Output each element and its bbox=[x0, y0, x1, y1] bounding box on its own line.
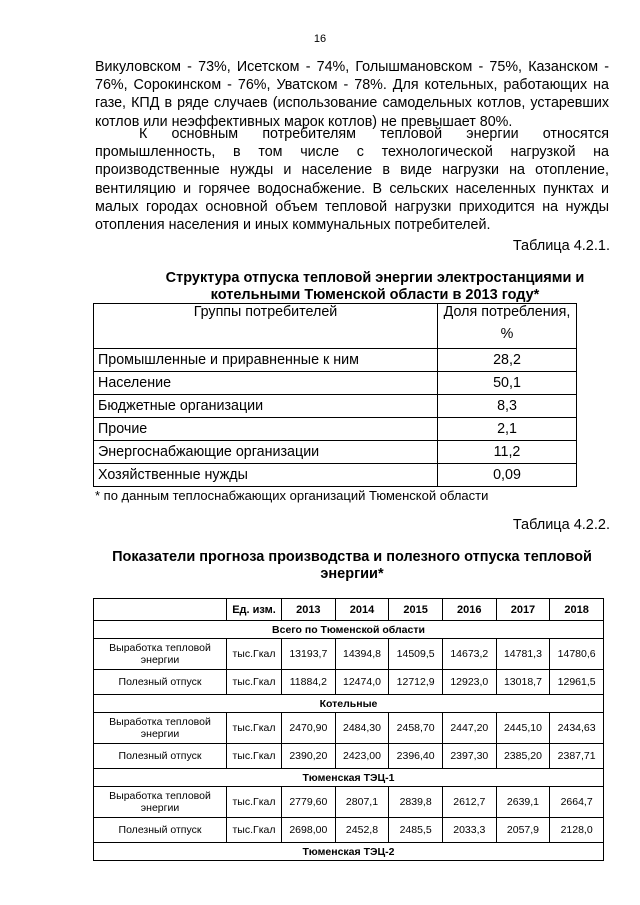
value-cell: 12474,0 bbox=[335, 670, 389, 695]
indicator-name: Полезный отпуск bbox=[94, 744, 227, 769]
paragraph-1: Викуловском - 73%, Исетском - 74%, Голышмановском - 75%, Казанском - 76%, Сорокинском - 76%, Уватском - 78%. Для котельных, работающих на газе, КПД в ряде случаев (использование самодельных котлов, устаревших котлов или неэффективных марок котлов) не превышает 80%. bbox=[95, 59, 609, 130]
indicator-name: Выработка тепловой энергии bbox=[94, 713, 227, 744]
table-1-title: Структура отпуска тепловой энергии электростанциями и котельными Тюменской области в 2013 году* bbox=[165, 270, 585, 303]
header-group: Группы потребителей bbox=[94, 304, 438, 349]
paragraph-2: К основным потребителям тепловой энергии относятся промышленность, в том числе с технологической нагрузкой на производственные нужды и население в виде нагрузки на отопление, вентиляцию и горячее водоснабжение. В сельских населенных пунктах и малых городах основной объем тепловой нагрузки приходится на нужды отопления населения и иных коммунальных потребителей. bbox=[95, 126, 609, 234]
value-cell: 2639,1 bbox=[496, 787, 550, 818]
value-cell: 13193,7 bbox=[282, 639, 336, 670]
unit-cell: тыс.Гкал bbox=[227, 670, 282, 695]
value-cell: 13018,7 bbox=[496, 670, 550, 695]
value-cell: 14780,6 bbox=[550, 639, 604, 670]
forecast-table bbox=[93, 598, 604, 861]
section-row bbox=[94, 695, 604, 713]
unit-cell: тыс.Гкал bbox=[227, 818, 282, 843]
value-cell: 2485,5 bbox=[389, 818, 443, 843]
value-cell: 2033,3 bbox=[442, 818, 496, 843]
consumer-group-cell: Прочие bbox=[94, 418, 438, 441]
value-cell: 14394,8 bbox=[335, 639, 389, 670]
consumer-group-cell: Энергоснабжающие организации bbox=[94, 441, 438, 464]
header-share-label: Доля потребления, bbox=[443, 304, 571, 320]
value-cell: 2423,00 bbox=[335, 744, 389, 769]
value-cell: 2452,8 bbox=[335, 818, 389, 843]
value-cell: 2445,10 bbox=[496, 713, 550, 744]
share-cell: 8,3 bbox=[438, 395, 577, 418]
share-cell: 28,2 bbox=[438, 349, 577, 372]
unit-cell: тыс.Гкал bbox=[227, 639, 282, 670]
value-cell: 11884,2 bbox=[282, 670, 336, 695]
table-1-note: * по данным теплоснабжающих организаций Тюменской области bbox=[95, 488, 489, 503]
header-share-unit: % bbox=[500, 326, 514, 342]
header-share bbox=[438, 304, 577, 349]
value-cell: 2057,9 bbox=[496, 818, 550, 843]
section-title: Всего по Тюменской области bbox=[94, 621, 604, 639]
unit-cell: тыс.Гкал bbox=[227, 787, 282, 818]
value-cell: 2470,90 bbox=[282, 713, 336, 744]
table-row bbox=[94, 713, 604, 744]
share-cell: 50,1 bbox=[438, 372, 577, 395]
consumer-group-cell: Бюджетные организации bbox=[94, 395, 438, 418]
share-cell: 11,2 bbox=[438, 441, 577, 464]
value-cell: 2484,30 bbox=[335, 713, 389, 744]
section-title: Котельные bbox=[94, 695, 604, 713]
section-title: Тюменская ТЭЦ-2 bbox=[94, 843, 604, 861]
value-cell: 14673,2 bbox=[442, 639, 496, 670]
value-cell: 2387,71 bbox=[550, 744, 604, 769]
value-cell: 12961,5 bbox=[550, 670, 604, 695]
table-row bbox=[94, 464, 577, 487]
table-2-label: Таблица 4.2.2. bbox=[512, 517, 610, 533]
consumer-group-cell: Хозяйственные нужды bbox=[94, 464, 438, 487]
table-row bbox=[94, 395, 577, 418]
table-row bbox=[94, 441, 577, 464]
value-cell: 2397,30 bbox=[442, 744, 496, 769]
table-row bbox=[94, 372, 577, 395]
section-row bbox=[94, 621, 604, 639]
year-header: 2013 bbox=[282, 599, 336, 621]
table-row bbox=[94, 639, 604, 670]
section-row bbox=[94, 769, 604, 787]
table-1-label: Таблица 4.2.1. bbox=[512, 238, 610, 254]
value-cell: 12712,9 bbox=[389, 670, 443, 695]
unit-cell: тыс.Гкал bbox=[227, 713, 282, 744]
year-header: 2017 bbox=[496, 599, 550, 621]
year-header: 2018 bbox=[550, 599, 604, 621]
value-cell: 2807,1 bbox=[335, 787, 389, 818]
consumer-group-cell: Население bbox=[94, 372, 438, 395]
value-cell: 2612,7 bbox=[442, 787, 496, 818]
table-2-title: Показатели прогноза производства и полезного отпуска тепловой энергии* bbox=[112, 549, 592, 582]
table-row bbox=[94, 744, 604, 769]
unit-header: Ед. изм. bbox=[227, 599, 282, 621]
value-cell: 2839,8 bbox=[389, 787, 443, 818]
value-cell: 2447,20 bbox=[442, 713, 496, 744]
consumer-group-cell: Промышленные и приравненные к ним bbox=[94, 349, 438, 372]
indicator-name: Выработка тепловой энергии bbox=[94, 639, 227, 670]
share-cell: 0,09 bbox=[438, 464, 577, 487]
table-row bbox=[94, 670, 604, 695]
value-cell: 12923,0 bbox=[442, 670, 496, 695]
value-cell: 2779,60 bbox=[282, 787, 336, 818]
year-header: 2016 bbox=[442, 599, 496, 621]
section-row bbox=[94, 843, 604, 861]
value-cell: 2390,20 bbox=[282, 744, 336, 769]
table-row bbox=[94, 818, 604, 843]
value-cell: 2698,00 bbox=[282, 818, 336, 843]
value-cell: 2434,63 bbox=[550, 713, 604, 744]
value-cell: 2396,40 bbox=[389, 744, 443, 769]
section-title: Тюменская ТЭЦ-1 bbox=[94, 769, 604, 787]
value-cell: 14781,3 bbox=[496, 639, 550, 670]
page-number: 16 bbox=[313, 33, 327, 45]
value-cell: 2385,20 bbox=[496, 744, 550, 769]
indicator-name: Полезный отпуск bbox=[94, 670, 227, 695]
unit-cell: тыс.Гкал bbox=[227, 744, 282, 769]
value-cell: 2458,70 bbox=[389, 713, 443, 744]
value-cell: 14509,5 bbox=[389, 639, 443, 670]
consumer-structure-table bbox=[93, 303, 577, 487]
year-header: 2015 bbox=[389, 599, 443, 621]
value-cell: 2128,0 bbox=[550, 818, 604, 843]
table-row bbox=[94, 787, 604, 818]
value-cell: 2664,7 bbox=[550, 787, 604, 818]
table-row bbox=[94, 349, 577, 372]
indicator-name: Выработка тепловой энергии bbox=[94, 787, 227, 818]
year-header: 2014 bbox=[335, 599, 389, 621]
share-cell: 2,1 bbox=[438, 418, 577, 441]
table-row bbox=[94, 418, 577, 441]
corner-cell bbox=[94, 599, 227, 621]
indicator-name: Полезный отпуск bbox=[94, 818, 227, 843]
